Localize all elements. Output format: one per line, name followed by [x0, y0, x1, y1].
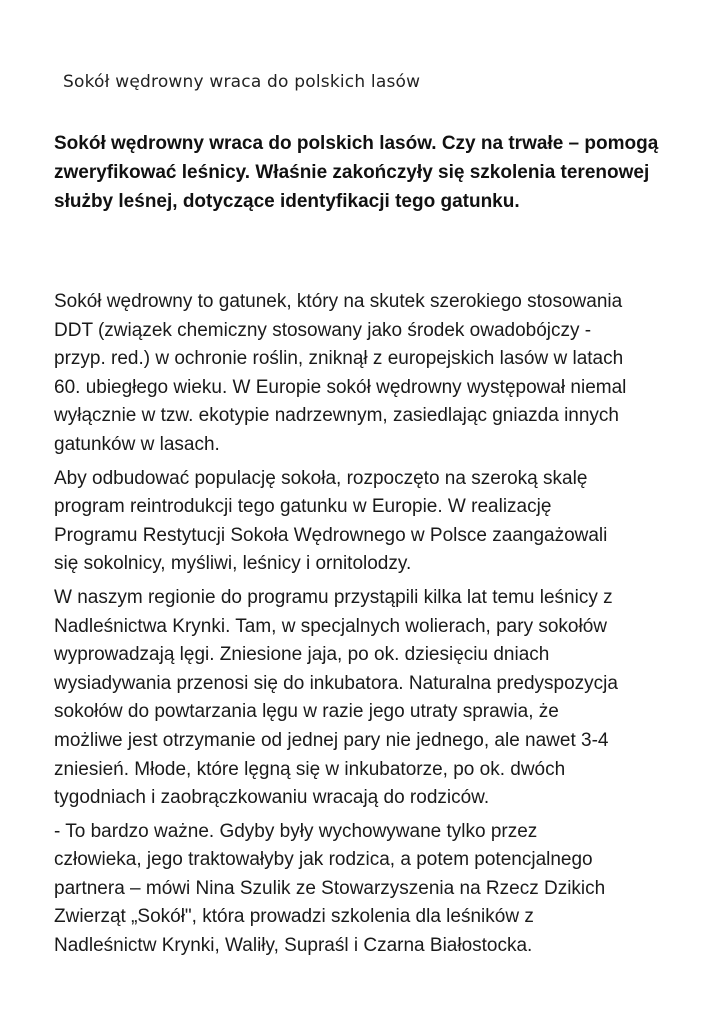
- body-paragraph: [54, 818, 679, 961]
- paragraph-line: Zwierząt „Sokół", która prowadzi szkolenia dla leśników z: [54, 906, 534, 928]
- paragraph-line: partnera – mówi Nina Szulik ze Stowarzyszenia na Rzecz Dzikich: [54, 877, 606, 899]
- paragraph-line: program reintrodukcji tego gatunku w Europie. W realizację: [54, 496, 552, 518]
- paragraph-line: - To bardzo ważne. Gdyby były wychowywane tylko przez: [54, 820, 538, 842]
- lead-paragraph: Sokół wędrowny wraca do polskich lasów. Czy na trwałe – pomogą zweryfikować leśnicy. Właśnie zakończyły się szkolenia terenowej służby leśnej, dotyczące identyfikacji tego gatunku.: [54, 133, 659, 212]
- paragraph-line: wysiadywania przenosi się do inkubatora. Naturalna predyspozycja: [54, 672, 618, 694]
- paragraph-line: wyłącznie w tzw. ekotypie nadrzewnym, zasiedlając gniazda innych: [54, 405, 619, 427]
- paragraph-line: człowieka, jego traktowałyby jak rodzica, a potem potencjalnego: [54, 849, 593, 871]
- paragraph-line: 60. ubiegłego wieku. W Europie sokół wędrowny występował niemal: [54, 376, 627, 398]
- paragraph-line: sokołów do powtarzania lęgu w razie jego utraty sprawia, że: [54, 701, 559, 723]
- paragraph-line: Aby odbudować populację sokoła, rozpoczęto na szeroką skalę: [54, 467, 588, 489]
- body-paragraph: [54, 584, 679, 813]
- paragraph-line: się sokolnicy, myśliwi, leśnicy i ornitolodzy.: [54, 553, 412, 575]
- paragraph-line: tygodniach i zaobrączkowaniu wracają do rodziców.: [54, 787, 490, 809]
- paragraph-line: Nadleśnictw Krynki, Waliły, Supraśl i Czarna Białostocka.: [54, 935, 533, 957]
- article-body: [54, 288, 679, 966]
- paragraph-line: możliwe jest otrzymanie od jednej pary nie jednego, ale nawet 3-4: [54, 729, 609, 751]
- document-title: Sokół wędrowny wraca do polskich lasów: [63, 72, 421, 92]
- paragraph-line: DDT (związek chemiczny stosowany jako środek owadobójczy -: [54, 319, 592, 341]
- paragraph-line: Nadleśnictwa Krynki. Tam, w specjalnych wolierach, pary sokołów: [54, 615, 607, 637]
- paragraph-line: Programu Restytucji Sokoła Wędrownego w Polsce zaangażowali: [54, 524, 608, 546]
- paragraph-line: gatunków w lasach.: [54, 433, 220, 455]
- paragraph-line: przyp. red.) w ochronie roślin, zniknął z europejskich lasów w latach: [54, 348, 624, 370]
- paragraph-line: Sokół wędrowny to gatunek, który na skutek szerokiego stosowania: [54, 291, 623, 312]
- paragraph-line: zniesień. Młode, które lęgną się w inkubatorze, po ok. dwóch: [54, 758, 566, 780]
- body-paragraph: [54, 288, 679, 460]
- paragraph-line: W naszym regionie do programu przystąpili kilka lat temu leśnicy z: [54, 586, 613, 608]
- body-paragraph: [54, 465, 679, 579]
- paragraph-line: wyprowadzają lęgi. Zniesione jaja, po ok. dziesięciu dniach: [54, 644, 550, 666]
